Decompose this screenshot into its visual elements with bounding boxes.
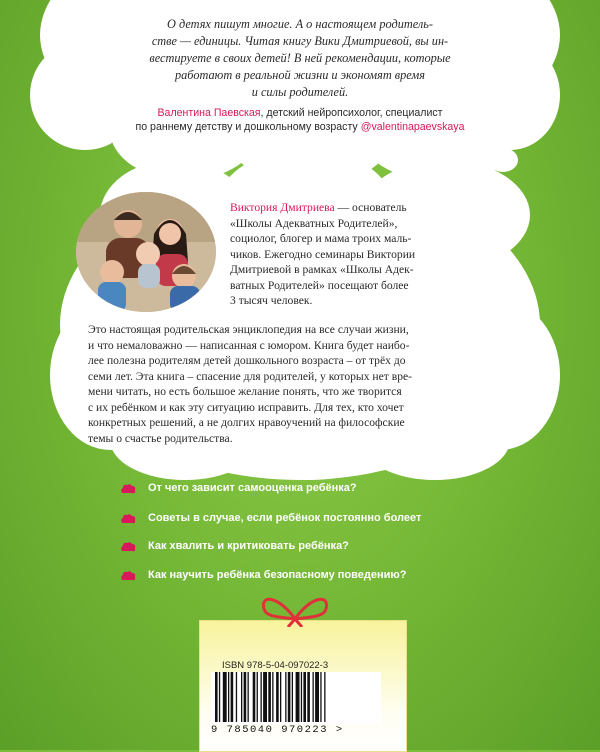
author-bio-line: 3 тысяч человек.: [230, 294, 313, 307]
author-bio-line: чиков. Ежегодно семинары Виктории: [230, 247, 416, 261]
reviewer-title-2: по раннему детству и дошкольному возрасту: [135, 121, 361, 133]
cloud-bullet-icon: [120, 513, 136, 525]
description-line: мени читать, но есть большое желание понять, что же творится: [88, 385, 402, 398]
description-line: Это настоящая родительская энциклопедия на все случаи жизни,: [88, 323, 409, 336]
reviewer-handle: @valentinapaevskaya: [360, 121, 465, 133]
description-line: с их ребёнком и как эту ситуацию исправить. Для тех, кто хочет: [88, 400, 404, 414]
description-line: и что немаловажно — написанная с юмором. Книга будет наибо-: [88, 338, 410, 352]
author-bio-line: социолог, блогер и мама троих маль-: [230, 232, 412, 245]
description-line: лее полезна родителям детей дошкольного возраста – от трёх до: [88, 354, 406, 367]
quote-line: стве — единицы. Читая книгу Вики Дмитриевой, вы ин-: [151, 34, 449, 48]
quote-line: О детях пишут многие. А о настоящем родитель-: [167, 17, 433, 31]
description-line: семи лет. Эта книга – спасение для родителей, у которых нет вре-: [88, 369, 413, 383]
author-bio-line: «Школы Адекватных Родителей»,: [230, 216, 398, 230]
quote-line: работают в реальной жизни и экономят время: [175, 68, 425, 82]
author-name: Виктория Дмитриева: [230, 201, 335, 214]
barcode: [211, 672, 381, 724]
barcode-digits: 9 785040 970223 >: [211, 724, 344, 736]
isbn-label: ISBN 978-5-04-097022-3: [222, 660, 329, 671]
cloud-bullet-icon: [120, 570, 136, 582]
author-bio-line: — основатель: [334, 201, 407, 214]
description-line: темы о счастье родительства.: [88, 431, 233, 445]
review-quote: [100, 16, 500, 101]
quote-line: вестируете в своих детей! В ней рекомендации, которые: [149, 51, 451, 65]
family-photo: [76, 192, 216, 312]
description-line: конкретных решений, а не долгих нравоучений на философские: [88, 416, 405, 429]
author-bio-line: Дмитриевой в рамках «Школы Адек-: [230, 263, 414, 276]
cloud-bullet-icon: [120, 541, 136, 553]
cloud-bullet-icon: [120, 483, 136, 495]
reviewer-title: , детский нейропсихолог, специалист: [260, 107, 443, 119]
author-bio-line: ватных Родителей» посещают более: [230, 278, 409, 292]
quote-attribution: [100, 106, 500, 134]
book-description: [88, 322, 508, 446]
reviewer-name: Валентина Паевская: [157, 107, 261, 119]
gift-bow-icon: [250, 587, 340, 627]
author-bio: [230, 200, 520, 309]
quote-line: и силы родителей.: [251, 85, 349, 99]
